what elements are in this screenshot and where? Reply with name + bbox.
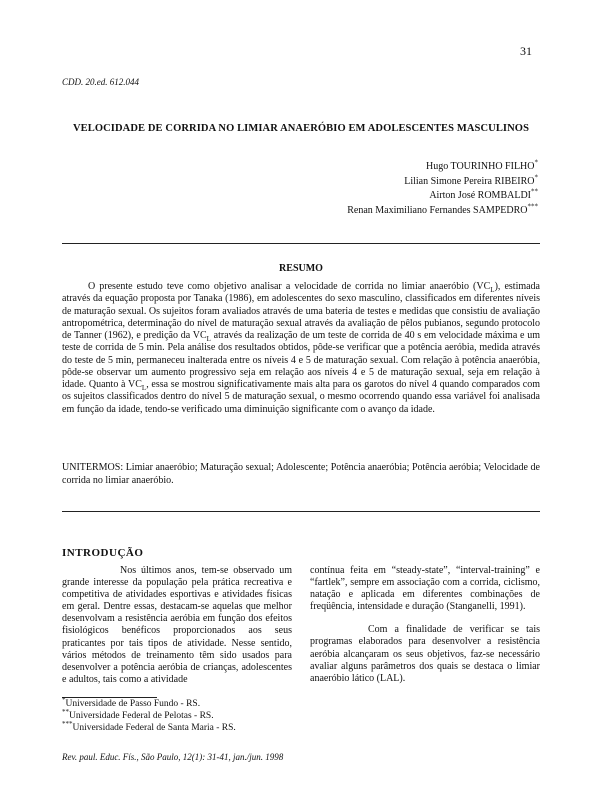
journal-code: CDD. 20.ed. 612.044	[62, 77, 139, 87]
footnote-divider	[62, 697, 157, 698]
abstract-text: O presente estudo teve como objetivo analisar a velocidade de corrida no limiar anaeróbio $(VC_L)$, estimada através da equação proposta por Tanaka (1986), em adolescentes do sexo masculino, classificados em diferentes níveis de maturação sexual. Os sujeitos foram avaliados através de uma bateria de testes e medidas que consistiu de avaliação antropométrica, determinação do nível de maturação sexual através da avaliação de pêlos pubianos, segundo protocolo de Tanner (1962), e predição da $VC_L$ através da realização de um teste de corrida de 40 s em velocidade máxima e um teste de corrida de 5 min. Pela análise dos resultados obtidos, pôde-se verificar que a potência aeróbia, medida através do teste de 5 min, permaneceu inalterada entre os níveis 4 e 5 de maturação sexual. Com relação à potência anaeróbia, pôde-se observar um aumento progressivo seja em relação aos níveis 4 e 5 de maturação sexual, seja em relação à idade. Quanto à $VC_L$, essa se mostrou significativamente mais alta para os garotos do nível 4 quando comparados com os sujeitos classificados dentro do nível 5 de maturação sexual, o mesmo ocorrendo quando essa variável foi analisada em função da idade, tendo-se verificado uma diminuição significante com o avanço da idade.	[62, 281, 541, 415]
intro-paragraph-2: Com a finalidade de verificar se tais programas elaborados para desenvolver a resistência aeróbia alcançaram os seus objetivos, faz-se necessário avaliar alguns parâmetros dos quais se destaca o limiar anaeróbio lático (LAL).	[310, 624, 540, 684]
footnote-2: **Universidade Federal de Pelotas - RS.	[62, 707, 214, 721]
footnote-3: ***Universidade Federal de Santa Maria - RS.	[62, 719, 236, 733]
footnotes	[62, 695, 236, 734]
keywords-text: Limiar anaeróbio; Maturação sexual; Adolescente; Potência anaeróbia; Potência aeróbia; Velocidade de corrida no limiar anaeróbio.	[62, 462, 540, 486]
introduction-heading: INTRODUÇÃO	[62, 547, 144, 559]
keywords	[62, 461, 540, 487]
intro-paragraph-1: Nos últimos anos, tem-se observado um grande interesse da população pela prática recreativa e competitiva de atividades esportivas e atividades físicas em geral. Dentre essas, destacam-se aquelas que melhor desenvolvam a resistência aeróbia em função dos efeitos fisiológicos benéficos proporcionados aos seus praticantes por tais tipos de atividade. Nesse sentido, vários métodos de treinamento têm sido usados para desenvolver a potência aeróbia de crianças, adolescentes e adultos, tais como a atividade	[62, 565, 292, 685]
intro-right-column	[310, 565, 540, 685]
author-4: Renan Maximiliano Fernandes SAMPEDRO***	[347, 202, 538, 216]
author-2: Lilian Simone Pereira RIBEIRO*	[404, 173, 538, 187]
top-divider	[62, 243, 540, 244]
intro-paragraph-1-continued: contínua feita em “steady-state”, “interval-training” e “fartlek”, sempre em associação com a corrida, ciclismo, natação e aplicada em diferentes combinações de freqüência, intensidade e duração (Stanganelli, 1991).	[310, 565, 540, 613]
page-number: 31	[520, 44, 532, 58]
bottom-divider	[62, 511, 540, 512]
article-title: VELOCIDADE DE CORRIDA NO LIMIAR ANAERÓBIO EM ADOLESCENTES MASCULINOS	[72, 123, 530, 134]
keywords-label: UNITERMOS:	[62, 462, 124, 473]
intro-left-column	[62, 565, 292, 686]
abstract-heading: RESUMO	[279, 263, 323, 274]
footnote-1: *Universidade de Passo Fundo - RS.	[62, 695, 201, 709]
journal-citation: Rev. paul. Educ. Fís., São Paulo, 12(1): 31-41, jan./jun. 1998	[62, 752, 284, 762]
author-1: Hugo TOURINHO FILHO*	[425, 158, 538, 172]
author-3: Airton José ROMBALDI**	[429, 187, 538, 202]
author-list	[347, 160, 538, 218]
